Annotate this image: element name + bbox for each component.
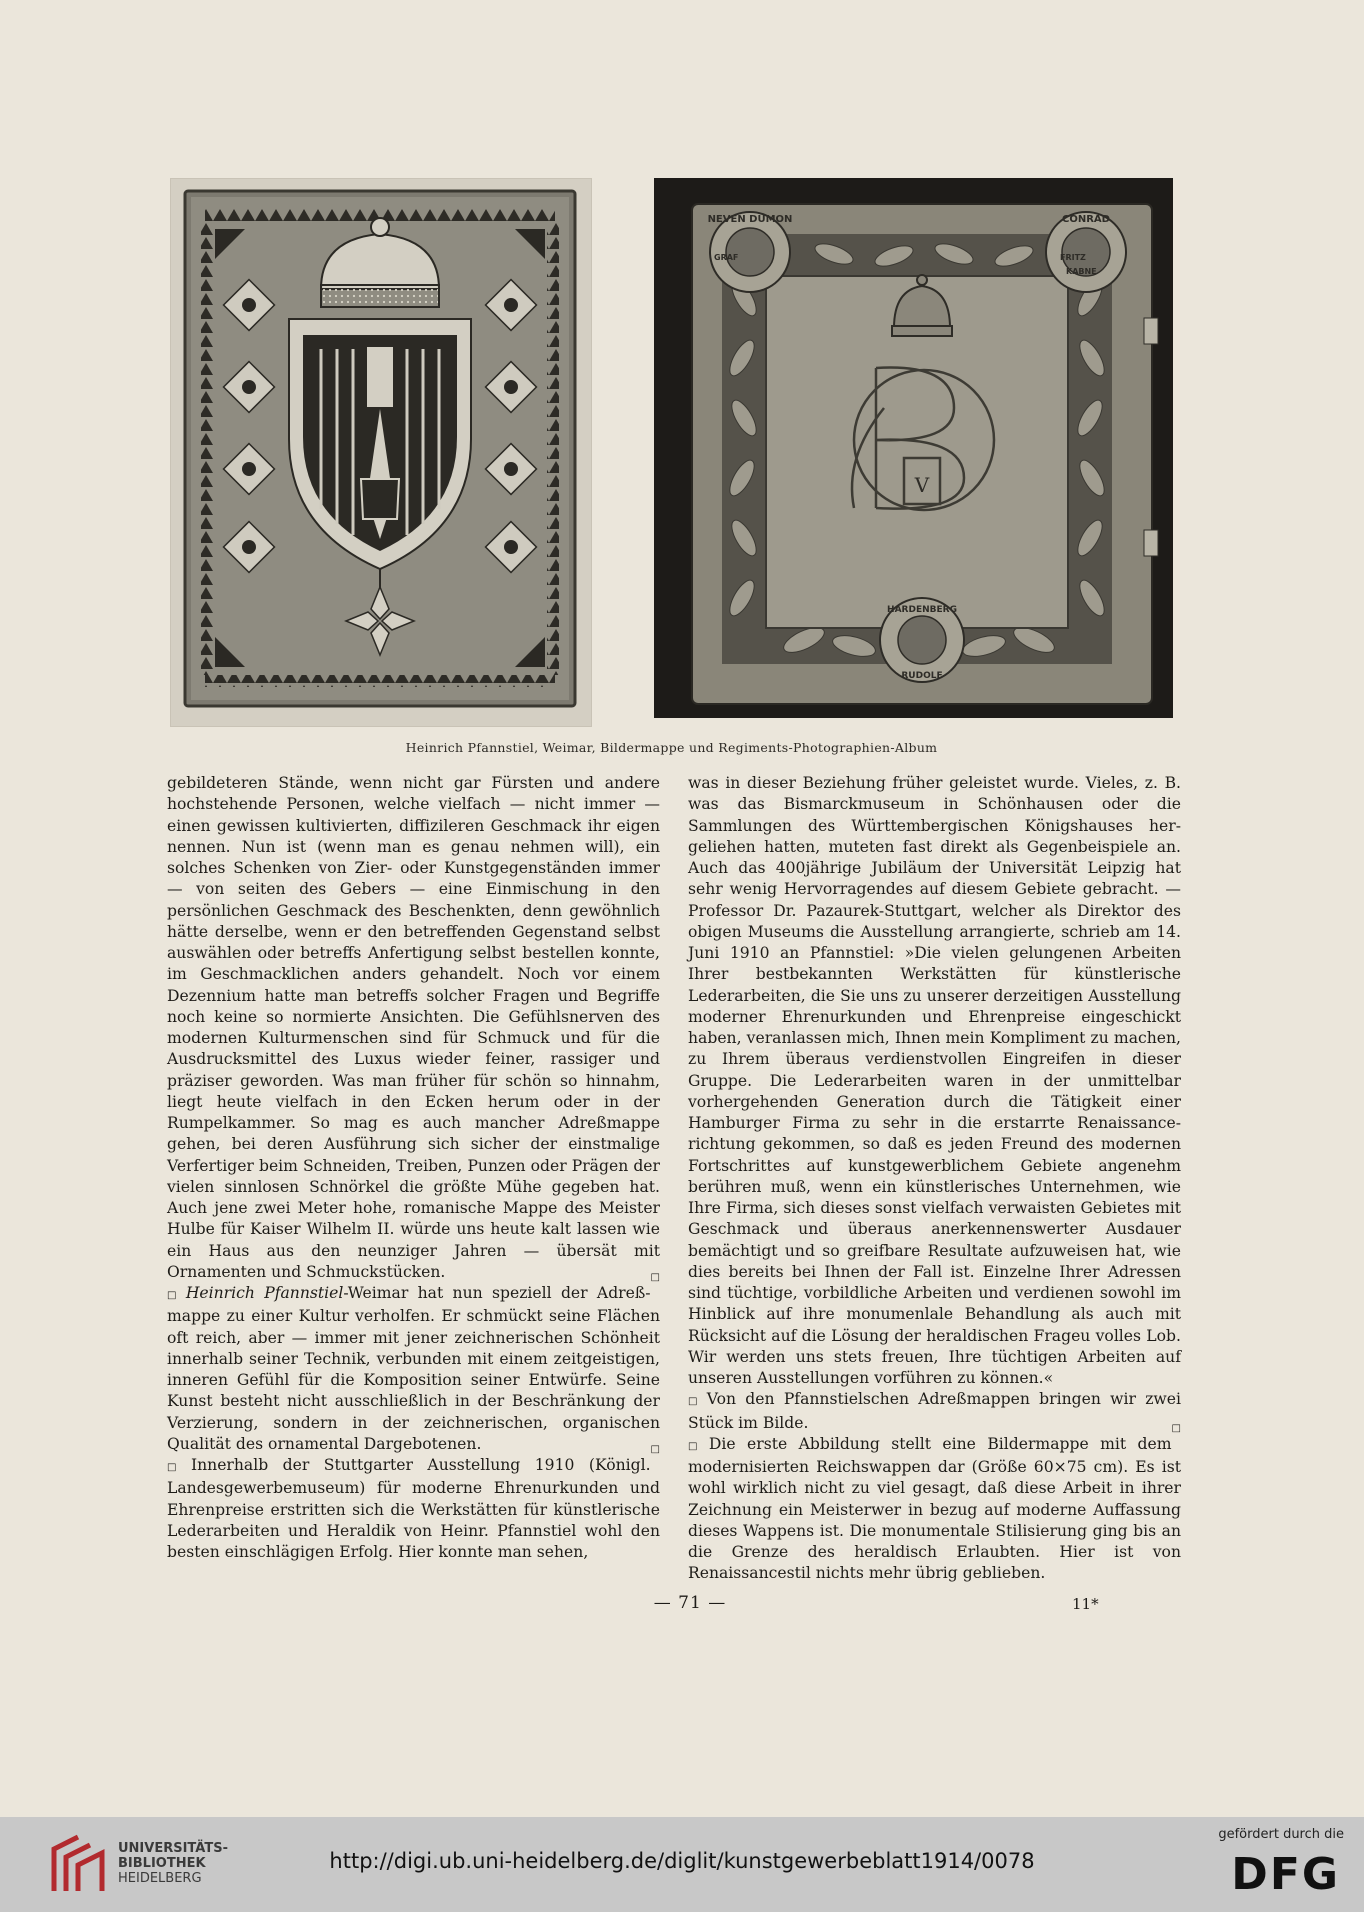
paragraph-text: Von den Pfannstielschen Adreßmappen bringen wir zwei Stück im Bilde. [688,1390,1182,1432]
paragraph-mark: □ [167,1290,181,1301]
source-url-link[interactable]: http://digi.ub.uni-heidelberg.de/diglit/kunstgewerbeblatt1914/0078 [329,1849,1035,1873]
paragraph [688,773,1181,1389]
paragraph [167,773,660,1283]
paragraph-end-mark: □ [650,1271,660,1283]
paragraph [167,1455,660,1563]
figure-caption: Heinrich Pfannstiel, Weimar, Bildermappe und Regiments-Photographien-Album [405,740,938,755]
paragraph [167,1283,660,1455]
paragraph-mark: □ [688,1440,704,1452]
library-name-line: UNIVERSITÄTS- [118,1841,228,1856]
seal-text-top-right: CONRAD [1062,214,1110,225]
regiments-album-illustration [654,178,1173,718]
seal-text-right-extra-2: KABNE [1066,267,1097,276]
seal-text-left-extra: GRAF [714,253,739,262]
paragraph-text: was in dieser Beziehung früher geleistet wurde. Vieles, z. B. was das Bismarckmuseum in Schönhausen oder die Sammlungen des Württembergischen Königshauses hergeliehen hatten, muteten fast direkt als Gegenbeispiele an. Auch das 400jährige Jubiläum der Universität Leipzig hat sehr wenig Hervorragendes auf diesem Gebiete gebracht. — Professor Dr. Pazaurek-Stuttgart, welcher als Direktor des obigen Museums die Ausstellung arrangierte, schrieb am 14. Juni 1910 an Pfannstiel: »Die vielen gelungenen Arbeiten Ihrer bestbekannten Werkstätten für künstlerische Lederarbeiten, die Sie uns zu unserer derzeitigen Ausstellung moderner Ehrenurkunden und Ehrenpreise eingeschickt haben, veranlassen mich, Ihnen mein Kompliment zu machen, zu Ihrem überaus verdienstvollen Eingreifen in dieser Gruppe. Die Lederarbeiten waren in der unmittelbar vorhergehenden Generation durch die Tätigkeit einer Hamburger Firma zu sehr in die erstarrte Renaissancerichtung gekommen, so daß es jeden Freund des modernen Fortschrittes auf kunstgewerblichem Gebiete angenehm berühren muß, wenn ein künstlerisches Unternehmen, wie Ihre Firma, sich dieses sonst vielfach verwaisten Gebietes mit Geschmack und überaus anerkennenswerter Ausdauer bemächtigt und so greifbare Resultate aufzuweisen hat, wie dies bereits bei Ihnen der Fall ist. Einzelne Ihrer Adressen sind tüchtige, vorbildliche Arbeiten und verdienen sowohl im Hinblick auf ihre monumenlale Behandlung als auch mit Rücksicht auf die Lösung der heraldischen Frageu volles Lob. Wir werden uns stets freuen, Ihre tüchtigen Arbeiten auf unseren Ausstellungen vorführen zu können.« [688,774,1181,1387]
paragraph-mark: □ [167,1462,186,1473]
artist-name: Heinrich Pfannstiel [185,1284,344,1302]
seal-text-bottom-lower: RUDOLF [901,671,943,681]
dfg-logo: DFG [1231,1849,1340,1900]
paragraph [688,1389,1181,1434]
seal-text-bottom: HARDENBERG [887,605,957,615]
bildermappe-illustration [171,179,591,726]
funding-label: gefördert durch die [1218,1827,1344,1842]
signature-mark: 11* [1072,1595,1099,1613]
text-column-left [167,773,660,1563]
paragraph-mark: □ [688,1396,702,1408]
paragraph-end-mark: □ [1171,1422,1181,1434]
paragraph-text: gebildeteren Stände, wenn nicht gar Fürsten und andere hochstehende Personen, welche vielfach — nicht immer — einen gewissen kultivierten, diffizileren Geschmack ihr eigen nennen. Nun ist (wenn man es genau nehmen will), ein solches Schenken von Zier- oder Kunstgegenständen immer — von seiten des Gebers — eine Einmischung in den persönlichen Geschmack des Beschenkten, denn gewöhnlich hätte derselbe, wenn er den betreffenden Gegenstand selbst auswählen oder betreffs Anfertigung selbst bestellen konnte, im Geschmacklichen anders gehandelt. Noch vor einem Dezennium hatte man betreffs solcher Fragen und Begriffe noch keine so normierte Ansichten. Die Gefühlsnerven des modernen Kulturmenschen sind für Schmuck und für die Ausdrucksmittel des Luxus wieder feiner, rassiger und präziser geworden. Was man früher für schön so hinnahm, liegt heute vielfach in den Ecken herum oder in der Rumpelkammer. So mag es auch mancher Adreßmappe gehen, bei deren Ausführung sich sicher der einstmalige Verfertiger beim Schneiden, Treiben, Punzen oder Prägen der vielen sinnlosen Schnörkel die größte Mühe gegeben hat. Auch jene zwei Meter hohe, romanische Mappe des Meister Hulbe für Kaiser Wilhelm II. würde uns heute kalt lassen wie ein Haus aus den neunziger Jahren — übersät mit Ornamenten und Schmuckstücken. [167,774,660,1281]
library-name-line: BIBLIOTHEK [118,1856,206,1871]
photo-regiments-album [654,178,1173,718]
paragraph-end-mark: □ [650,1443,660,1455]
photo-bildermappe [170,178,592,727]
paragraph [688,1434,1181,1585]
seal-text-right-extra: FRITZ [1060,253,1086,262]
paragraph-text: -Weimar hat nun speziell der Adreßmappe zu einer Kultur verholfen. Er schmückt seine Flächen oft reich, aber — immer mit jener zeichnerischen Schönheit innerhalb seiner Technik, verbunden mit einem zeitgeistigen, inneren Gefühl für die Komposition seiner Entwürfe. Seine Kunst besteht nicht ausschließlich in der Beschränkung der Verzierung, sondern in der zeichnerischen, organischen Qualität des ornamental Dargebotenen. [167,1284,660,1453]
paragraph-text: Innerhalb der Stuttgarter Ausstellung 1910 (Königl. Landesgewerbemuseum) für moderne Ehrenurkunden und Ehrenpreise erstritten sich die Werkstätten für künstlerische Lederarbeiten und Heraldik von Heinr. Pfannstiel wohl den besten einschlägigen Erfolg. Hier konnte man sehen, [167,1456,660,1561]
footer-bar [0,1817,1364,1912]
text-column-right [688,773,1181,1585]
paragraph-text: Die erste Abbildung stellt eine Bildermappe mit dem modernisierten Reichswappen dar (Größe 60×75 cm). Es ist wohl wirklich nicht zu viel gesagt, daß diese Arbeit in ihrer Zeichnung ein Meisterwer in bezug auf moderne Auffassung dieses Wappens ist. Die monumentale Stilisierung ging bis an die Grenze des heraldisch Erlaubten. Hier ist von Renaissancestil nichts mehr übrig geblieben. [688,1434,1181,1583]
library-name-line: HEIDELBERG [118,1871,202,1886]
seal-text-top-left: NEVEN DUMON [707,214,793,225]
monogram-letter: V [914,473,930,497]
page-number: — 71 — [653,1593,727,1613]
